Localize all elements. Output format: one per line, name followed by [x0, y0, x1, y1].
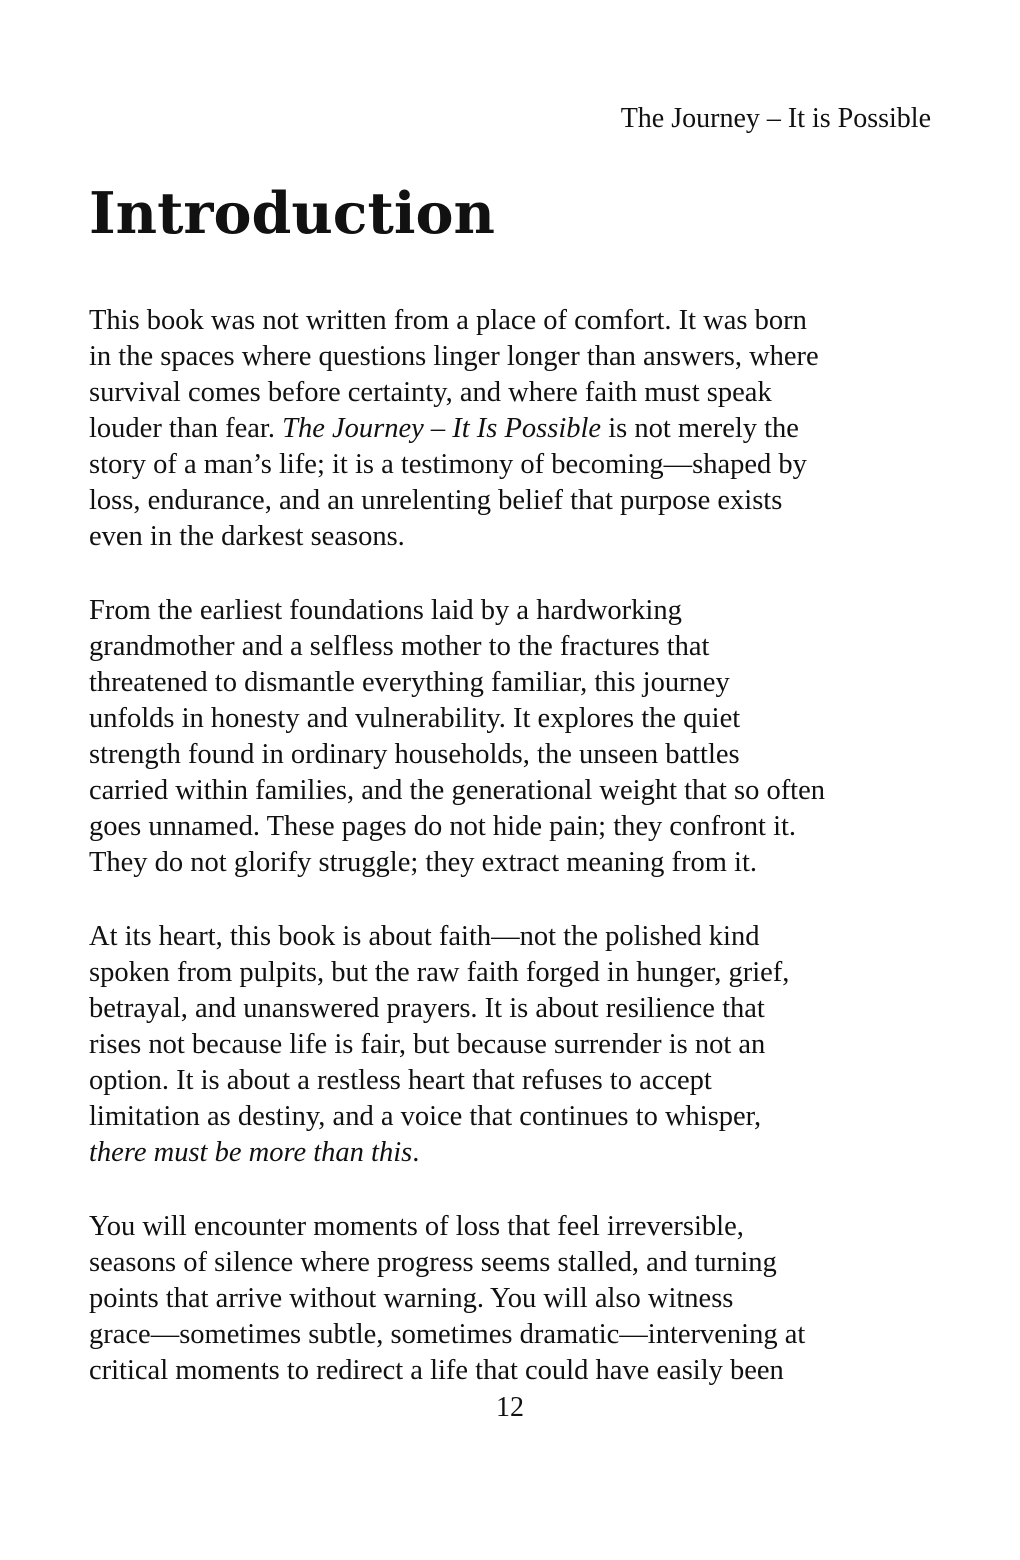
- text-line: [89, 1027, 934, 1063]
- text-run: louder than fear.: [89, 413, 283, 444]
- paragraph: [89, 303, 934, 555]
- text-run: At its heart, this book is about faith—not the polished kind: [89, 921, 760, 952]
- text-run: limitation as destiny, and a voice that continues to whisper,: [89, 1101, 762, 1132]
- text-line: [89, 1099, 934, 1135]
- paragraph: [89, 593, 934, 881]
- text-run: is not merely the: [601, 413, 799, 444]
- text-line: [89, 955, 934, 991]
- text-run: story of a man’s life; it is a testimony of becoming—shaped by: [89, 449, 807, 480]
- text-run: option. It is about a restless heart that refuses to accept: [89, 1065, 712, 1096]
- text-line: [89, 447, 934, 483]
- text-run: This book was not written from a place of comfort. It was born: [89, 305, 807, 336]
- text-run: .: [412, 1137, 420, 1168]
- text-line: [89, 1209, 934, 1245]
- text-line: [89, 1317, 934, 1353]
- text-run: From the earliest foundations laid by a hardworking: [89, 595, 682, 626]
- text-line: [89, 1281, 934, 1317]
- text-line: [89, 809, 934, 845]
- italic-text: there must be more than this: [89, 1137, 413, 1168]
- text-run: rises not because life is fair, but because surrender is not an: [89, 1029, 766, 1060]
- text-run: threatened to dismantle everything familiar, this journey: [89, 667, 730, 698]
- chapter-title: Introduction: [89, 180, 495, 247]
- text-run: betrayal, and unanswered prayers. It is about resilience that: [89, 993, 765, 1024]
- text-line: [89, 629, 934, 665]
- text-line: [89, 375, 934, 411]
- text-run: survival comes before certainty, and where faith must speak: [89, 377, 772, 408]
- text-line: [89, 991, 934, 1027]
- text-line: [89, 593, 934, 629]
- text-line: [89, 773, 934, 809]
- text-run: unfolds in honesty and vulnerability. It explores the quiet: [89, 703, 741, 734]
- text-run: critical moments to redirect a life that could have easily been: [89, 1355, 784, 1386]
- text-line: [89, 339, 934, 375]
- paragraph: [89, 1209, 934, 1389]
- italic-text: The Journey – It Is Possible: [282, 413, 602, 444]
- text-run: loss, endurance, and an unrelenting belief that purpose exists: [89, 485, 783, 516]
- text-run: points that arrive without warning. You will also witness: [89, 1283, 734, 1314]
- text-run: seasons of silence where progress seems stalled, and turning: [89, 1247, 777, 1278]
- text-line: [89, 1063, 934, 1099]
- text-run: in the spaces where questions linger longer than answers, where: [89, 341, 819, 372]
- text-line: [89, 1353, 934, 1389]
- text-line: [89, 411, 934, 447]
- text-line: [89, 483, 934, 519]
- text-run: grandmother and a selfless mother to the fractures that: [89, 631, 710, 662]
- text-run: They do not glorify struggle; they extract meaning from it.: [89, 847, 757, 878]
- text-run: goes unnamed. These pages do not hide pain; they confront it.: [89, 811, 797, 842]
- text-run: You will encounter moments of loss that feel irreversible,: [89, 1211, 744, 1242]
- text-line: [89, 519, 934, 555]
- text-line: [89, 737, 934, 773]
- text-line: [89, 665, 934, 701]
- text-line: [89, 1245, 934, 1281]
- text-run: even in the darkest seasons.: [89, 521, 405, 552]
- text-line: [89, 845, 934, 881]
- text-run: strength found in ordinary households, the unseen battles: [89, 739, 740, 770]
- page-number: 12: [496, 1392, 524, 1423]
- text-run: carried within families, and the generational weight that so often: [89, 775, 826, 806]
- paragraph: [89, 919, 934, 1171]
- text-line: [89, 1135, 934, 1171]
- text-run: spoken from pulpits, but the raw faith forged in hunger, grief,: [89, 957, 790, 988]
- text-run: grace—sometimes subtle, sometimes dramatic—intervening at: [89, 1319, 806, 1350]
- running-header: The Journey – It is Possible: [620, 103, 931, 134]
- text-line: [89, 919, 934, 955]
- text-line: [89, 701, 934, 737]
- body-text: [89, 303, 934, 1427]
- text-line: [89, 303, 934, 339]
